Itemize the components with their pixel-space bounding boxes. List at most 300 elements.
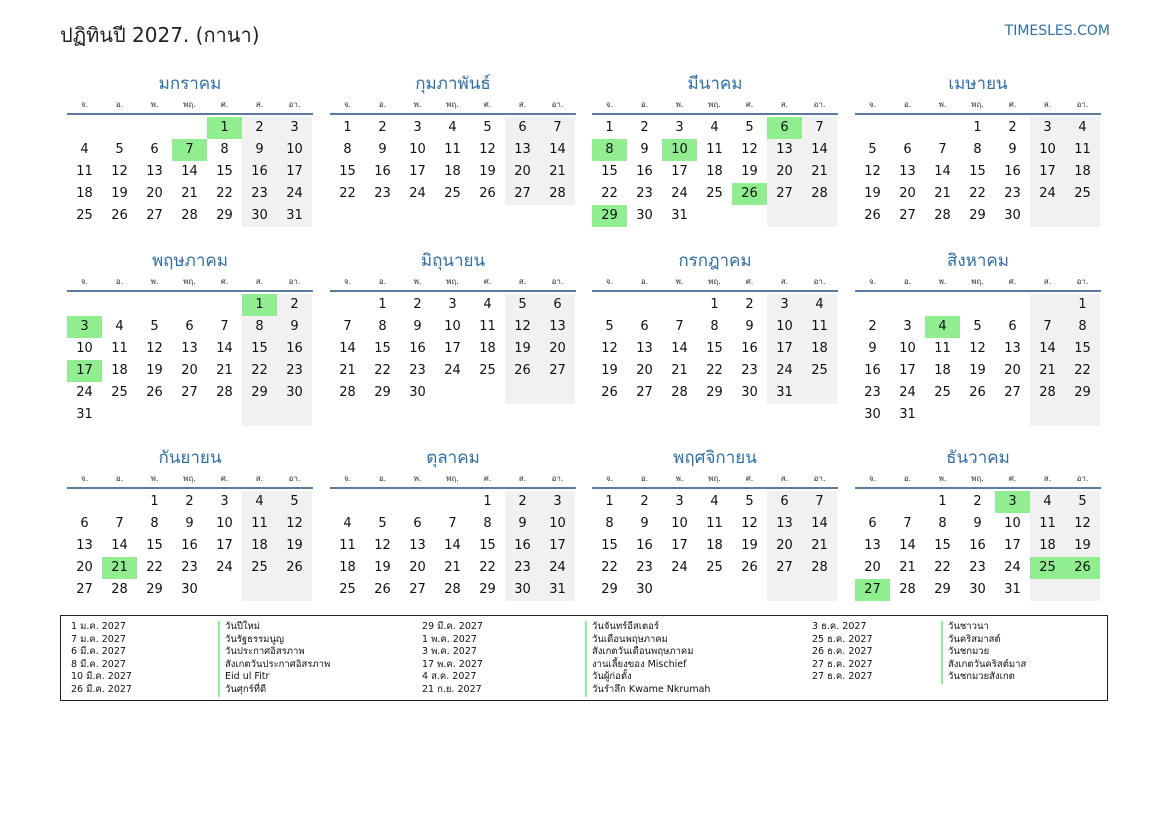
day-cell: 13 (76, 538, 93, 553)
day-cell: 27 (505, 183, 540, 205)
weekday-label: อา. (1076, 474, 1089, 483)
day-grid (67, 491, 313, 601)
day-cell: 11 (802, 316, 837, 338)
weekday-label: อ. (115, 474, 124, 483)
weekday-label: ศ. (220, 100, 229, 109)
weekday-label: อา. (813, 277, 826, 286)
day-cell-holiday: 29 (592, 205, 627, 227)
day-cell: 29 (1065, 382, 1100, 404)
day-cell: 23 (374, 186, 391, 201)
weekday-label: พฤ. (183, 277, 196, 286)
month-block (330, 249, 576, 404)
day-cell: 10 (767, 316, 802, 338)
day-cell-holiday: 8 (592, 139, 627, 161)
weekday-label: ศ. (1008, 100, 1017, 109)
day-empty (172, 117, 207, 139)
day-cell: 2 (973, 494, 982, 509)
day-empty (960, 294, 995, 316)
day-cell: 16 (969, 538, 986, 553)
day-cell: 4 (710, 120, 719, 135)
day-cell: 28 (934, 208, 951, 223)
day-cell: 6 (640, 319, 649, 334)
day-cell: 6 (150, 142, 159, 157)
weekday-label: อา. (813, 100, 826, 109)
day-cell: 4 (710, 494, 719, 509)
weekday-label: พ. (938, 474, 947, 483)
weekday-label: พ. (675, 474, 684, 483)
day-cell: 15 (479, 538, 496, 553)
day-cell: 31 (1004, 582, 1021, 597)
weekday-label: ส. (780, 277, 789, 286)
day-cell: 14 (802, 139, 837, 161)
day-cell: 11 (76, 164, 93, 179)
day-cell: 25 (479, 363, 496, 378)
weekday-label: ศ. (745, 474, 754, 483)
day-empty (330, 491, 365, 513)
day-cell: 15 (242, 338, 277, 360)
day-cell: 8 (220, 142, 229, 157)
day-cell: 27 (76, 582, 93, 597)
weekday-label: ศ. (1008, 277, 1017, 286)
day-cell: 18 (111, 363, 128, 378)
day-cell: 8 (242, 316, 277, 338)
holiday-date: 3 พ.ค. 2027 (422, 646, 477, 658)
holiday-name: วันชาวนา (941, 621, 989, 634)
day-cell: 19 (277, 535, 312, 557)
weekday-label: อา. (1076, 100, 1089, 109)
day-cell: 12 (374, 538, 391, 553)
weekday-header (592, 274, 838, 292)
day-cell: 19 (111, 186, 128, 201)
day-empty (330, 294, 365, 316)
day-empty (1065, 205, 1100, 227)
day-cell: 19 (864, 186, 881, 201)
day-cell-holiday: 1 (242, 294, 277, 316)
weekday-label: อ. (903, 474, 912, 483)
day-cell: 14 (1030, 338, 1065, 360)
month-name: ตุลาคม (426, 448, 480, 468)
day-grid (592, 294, 838, 404)
day-cell: 1 (150, 494, 159, 509)
day-cell: 17 (671, 538, 688, 553)
day-cell: 29 (216, 208, 233, 223)
day-cell: 31 (76, 407, 93, 422)
day-cell: 13 (505, 139, 540, 161)
month-name: มีนาคม (687, 74, 743, 94)
day-cell: 24 (1030, 183, 1065, 205)
day-cell: 21 (671, 363, 688, 378)
weekday-label: จ. (343, 277, 352, 286)
day-cell: 30 (242, 205, 277, 227)
holiday-date: 26 มี.ค. 2027 (71, 684, 132, 695)
weekday-label: พฤ. (708, 100, 721, 109)
day-cell-holiday: 17 (67, 360, 102, 382)
month-block (67, 249, 313, 426)
day-cell: 21 (934, 186, 951, 201)
day-cell: 24 (277, 183, 312, 205)
holiday-date: 4 ส.ค. 2027 (422, 671, 477, 683)
day-cell: 20 (181, 363, 198, 378)
day-empty (925, 404, 960, 426)
day-cell: 28 (671, 385, 688, 400)
day-cell: 9 (277, 316, 312, 338)
weekday-label: ส. (518, 100, 527, 109)
day-cell: 25 (76, 208, 93, 223)
day-cell-holiday: 4 (925, 316, 960, 338)
day-cell: 19 (479, 164, 496, 179)
day-cell: 30 (181, 582, 198, 597)
month-block (67, 446, 313, 601)
weekday-label: จ. (80, 277, 89, 286)
day-cell: 8 (1065, 316, 1100, 338)
day-cell: 14 (899, 538, 916, 553)
day-cell-holiday: 26 (1065, 557, 1100, 579)
day-cell: 7 (448, 516, 457, 531)
day-cell: 4 (1065, 117, 1100, 139)
month-block (855, 446, 1101, 601)
weekday-label: อ. (903, 277, 912, 286)
day-cell: 21 (339, 363, 356, 378)
day-cell: 22 (601, 560, 618, 575)
day-cell: 11 (444, 142, 461, 157)
day-cell: 21 (444, 560, 461, 575)
day-cell: 2 (378, 120, 387, 135)
weekday-header (855, 274, 1101, 292)
day-cell: 29 (934, 582, 951, 597)
day-grid (592, 491, 838, 601)
weekday-header (67, 97, 313, 115)
day-empty (627, 294, 662, 316)
day-cell: 15 (706, 341, 723, 356)
day-cell: 2 (242, 117, 277, 139)
day-cell: 24 (409, 186, 426, 201)
day-cell: 31 (671, 208, 688, 223)
day-cell: 1 (378, 297, 387, 312)
day-empty (925, 117, 960, 139)
day-cell-holiday: 3 (995, 491, 1030, 513)
day-cell: 14 (181, 164, 198, 179)
day-cell: 28 (216, 385, 233, 400)
day-cell: 22 (706, 363, 723, 378)
day-cell: 22 (146, 560, 163, 575)
day-cell: 11 (111, 341, 128, 356)
weekday-label: ส. (255, 474, 264, 483)
day-grid (855, 294, 1101, 426)
day-cell: 9 (185, 516, 194, 531)
day-empty (435, 382, 470, 404)
day-cell: 7 (220, 319, 229, 334)
day-empty (67, 117, 102, 139)
day-cell: 26 (969, 385, 986, 400)
day-empty (67, 491, 102, 513)
day-cell: 23 (636, 560, 653, 575)
day-cell: 2 (868, 319, 877, 334)
month-block (592, 446, 838, 601)
holiday-name: วันผู้ก่อตั้ง (585, 671, 632, 684)
day-empty (855, 491, 890, 513)
site-link[interactable]: TIMESLES.COM (1004, 23, 1110, 39)
day-cell: 18 (706, 538, 723, 553)
weekday-label: ศ. (220, 474, 229, 483)
weekday-label: ศ. (220, 277, 229, 286)
day-cell: 19 (741, 538, 758, 553)
day-cell: 21 (1030, 360, 1065, 382)
weekday-header (592, 471, 838, 489)
day-cell: 28 (339, 385, 356, 400)
holiday-name: วันคริสมาสต์ (941, 634, 1001, 647)
holiday-name: งานเลี้ยงของ Mischief (585, 659, 686, 672)
weekday-label: ส. (518, 277, 527, 286)
day-cell: 7 (675, 319, 684, 334)
day-empty (1030, 294, 1065, 316)
day-cell: 16 (741, 341, 758, 356)
day-cell: 20 (1004, 363, 1021, 378)
day-cell: 30 (864, 407, 881, 422)
weekday-label: ส. (1043, 474, 1052, 483)
day-empty (1030, 579, 1065, 601)
day-cell: 16 (636, 538, 653, 553)
day-cell: 9 (973, 516, 982, 531)
day-cell: 25 (706, 560, 723, 575)
day-cell: 13 (636, 341, 653, 356)
day-cell: 26 (601, 385, 618, 400)
day-cell: 12 (277, 513, 312, 535)
day-cell: 2 (1008, 120, 1017, 135)
day-empty (102, 491, 137, 513)
day-empty (102, 117, 137, 139)
holiday-date: 26 ธ.ค. 2027 (812, 646, 873, 658)
holiday-date: 29 มี.ค. 2027 (422, 621, 483, 632)
day-cell: 28 (1030, 382, 1065, 404)
day-cell: 18 (479, 341, 496, 356)
weekday-label: พฤ. (446, 100, 459, 109)
weekday-label: พฤ. (446, 474, 459, 483)
day-cell: 9 (640, 516, 649, 531)
day-cell: 13 (409, 538, 426, 553)
day-cell: 4 (448, 120, 457, 135)
day-empty (662, 294, 697, 316)
day-cell: 14 (216, 341, 233, 356)
weekday-label: ส. (780, 474, 789, 483)
day-cell: 30 (1004, 208, 1021, 223)
day-cell: 5 (745, 120, 754, 135)
day-cell: 9 (413, 319, 422, 334)
day-empty (277, 404, 312, 426)
day-cell: 12 (1065, 513, 1100, 535)
day-cell: 25 (242, 557, 277, 579)
weekday-label: ส. (255, 277, 264, 286)
day-cell: 23 (1004, 186, 1021, 201)
month-name: กุมภาพันธ์ (415, 74, 491, 94)
day-empty (1065, 404, 1100, 426)
day-cell: 19 (505, 338, 540, 360)
day-empty (207, 404, 242, 426)
day-cell: 6 (80, 516, 89, 531)
day-cell: 3 (540, 491, 575, 513)
day-cell: 28 (444, 582, 461, 597)
day-cell: 1 (605, 120, 614, 135)
day-cell: 7 (343, 319, 352, 334)
day-cell: 13 (146, 164, 163, 179)
day-cell: 19 (146, 363, 163, 378)
month-name: เมษายน (948, 74, 1008, 94)
day-empty (137, 117, 172, 139)
day-cell: 6 (903, 142, 912, 157)
day-cell: 18 (802, 338, 837, 360)
day-empty (802, 579, 837, 601)
weekday-header (592, 97, 838, 115)
day-cell: 11 (1030, 513, 1065, 535)
day-cell: 28 (181, 208, 198, 223)
day-cell: 30 (409, 385, 426, 400)
day-cell: 30 (636, 208, 653, 223)
month-name: สิงหาคม (946, 251, 1009, 271)
day-cell-holiday: 27 (855, 579, 890, 601)
day-cell: 17 (671, 164, 688, 179)
day-cell-holiday: 6 (767, 117, 802, 139)
weekday-label: อา. (813, 474, 826, 483)
day-cell: 21 (216, 363, 233, 378)
day-cell: 8 (343, 142, 352, 157)
day-cell: 3 (277, 117, 312, 139)
day-cell: 14 (934, 164, 951, 179)
weekday-label: อา. (288, 277, 301, 286)
weekday-label: ศ. (745, 100, 754, 109)
day-cell: 16 (277, 338, 312, 360)
day-empty (925, 294, 960, 316)
day-cell: 4 (80, 142, 89, 157)
day-cell: 16 (636, 164, 653, 179)
day-cell: 16 (242, 161, 277, 183)
day-cell: 29 (706, 385, 723, 400)
day-grid (330, 491, 576, 601)
month-block (592, 72, 838, 227)
day-cell: 25 (802, 360, 837, 382)
day-cell-holiday: 21 (102, 557, 137, 579)
weekday-label: จ. (343, 474, 352, 483)
day-cell: 13 (1004, 341, 1021, 356)
day-cell: 30 (969, 582, 986, 597)
month-name: กันยายน (158, 448, 222, 468)
day-empty (67, 294, 102, 316)
weekday-label: จ. (80, 100, 89, 109)
holiday-name: สังเกตวันประกาศอิสรภาพ (218, 659, 330, 672)
day-cell: 26 (111, 208, 128, 223)
day-cell: 16 (505, 535, 540, 557)
weekday-label: ศ. (1008, 474, 1017, 483)
day-empty (102, 294, 137, 316)
day-cell: 21 (181, 186, 198, 201)
day-empty (732, 205, 767, 227)
day-cell: 10 (444, 319, 461, 334)
day-cell: 3 (1030, 117, 1065, 139)
day-cell: 22 (934, 560, 951, 575)
weekday-label: พฤ. (446, 277, 459, 286)
weekday-label: อา. (551, 277, 564, 286)
day-cell: 14 (111, 538, 128, 553)
weekday-label: ศ. (483, 100, 492, 109)
day-grid (855, 117, 1101, 227)
day-cell: 13 (767, 513, 802, 535)
day-cell: 2 (640, 494, 649, 509)
weekday-label: พ. (675, 277, 684, 286)
day-cell: 26 (741, 560, 758, 575)
weekday-label: ศ. (483, 474, 492, 483)
day-cell: 29 (146, 582, 163, 597)
holiday-list (60, 615, 1108, 701)
day-cell: 4 (802, 294, 837, 316)
weekday-label: อ. (640, 277, 649, 286)
day-cell: 18 (1065, 161, 1100, 183)
day-cell: 10 (409, 142, 426, 157)
day-cell: 26 (277, 557, 312, 579)
weekday-label: ส. (1043, 277, 1052, 286)
day-cell: 17 (444, 341, 461, 356)
holiday-name: วันศุกร์ที่ดี (218, 684, 266, 697)
weekday-header (855, 97, 1101, 115)
weekday-header (330, 471, 576, 489)
day-cell: 23 (409, 363, 426, 378)
day-cell: 8 (378, 319, 387, 334)
day-cell: 22 (969, 186, 986, 201)
day-cell: 1 (710, 297, 719, 312)
weekday-label: พฤ. (971, 474, 984, 483)
day-cell: 13 (864, 538, 881, 553)
day-cell: 22 (1065, 360, 1100, 382)
day-cell: 7 (115, 516, 124, 531)
day-cell: 21 (540, 161, 575, 183)
day-cell: 20 (76, 560, 93, 575)
day-cell: 28 (111, 582, 128, 597)
month-name: มกราคม (158, 74, 222, 94)
weekday-label: อา. (288, 100, 301, 109)
day-cell: 7 (802, 491, 837, 513)
holiday-date: 6 มี.ค. 2027 (71, 646, 126, 658)
day-cell: 3 (675, 120, 684, 135)
day-cell: 8 (710, 319, 719, 334)
day-cell: 9 (1008, 142, 1017, 157)
day-cell: 12 (741, 142, 758, 157)
day-cell: 17 (1004, 538, 1021, 553)
day-cell: 18 (339, 560, 356, 575)
day-cell: 11 (706, 142, 723, 157)
weekday-label: ส. (518, 474, 527, 483)
day-cell-holiday: 10 (662, 139, 697, 161)
day-cell: 6 (185, 319, 194, 334)
day-cell: 8 (150, 516, 159, 531)
day-cell: 16 (181, 538, 198, 553)
day-cell: 11 (479, 319, 496, 334)
day-empty (470, 382, 505, 404)
day-cell: 4 (115, 319, 124, 334)
day-cell: 24 (540, 557, 575, 579)
day-empty (767, 205, 802, 227)
day-cell: 18 (934, 363, 951, 378)
day-empty (890, 491, 925, 513)
day-cell: 21 (899, 560, 916, 575)
day-cell: 1 (343, 120, 352, 135)
weekday-label: พฤ. (708, 277, 721, 286)
day-cell: 15 (934, 538, 951, 553)
day-grid (592, 117, 838, 227)
day-cell: 20 (409, 560, 426, 575)
day-cell: 9 (242, 139, 277, 161)
day-cell: 3 (675, 494, 684, 509)
day-cell: 17 (767, 338, 802, 360)
month-name: ธันวาคม (946, 448, 1010, 468)
day-cell: 7 (1030, 316, 1065, 338)
holiday-date: 1 ม.ค. 2027 (71, 621, 126, 632)
